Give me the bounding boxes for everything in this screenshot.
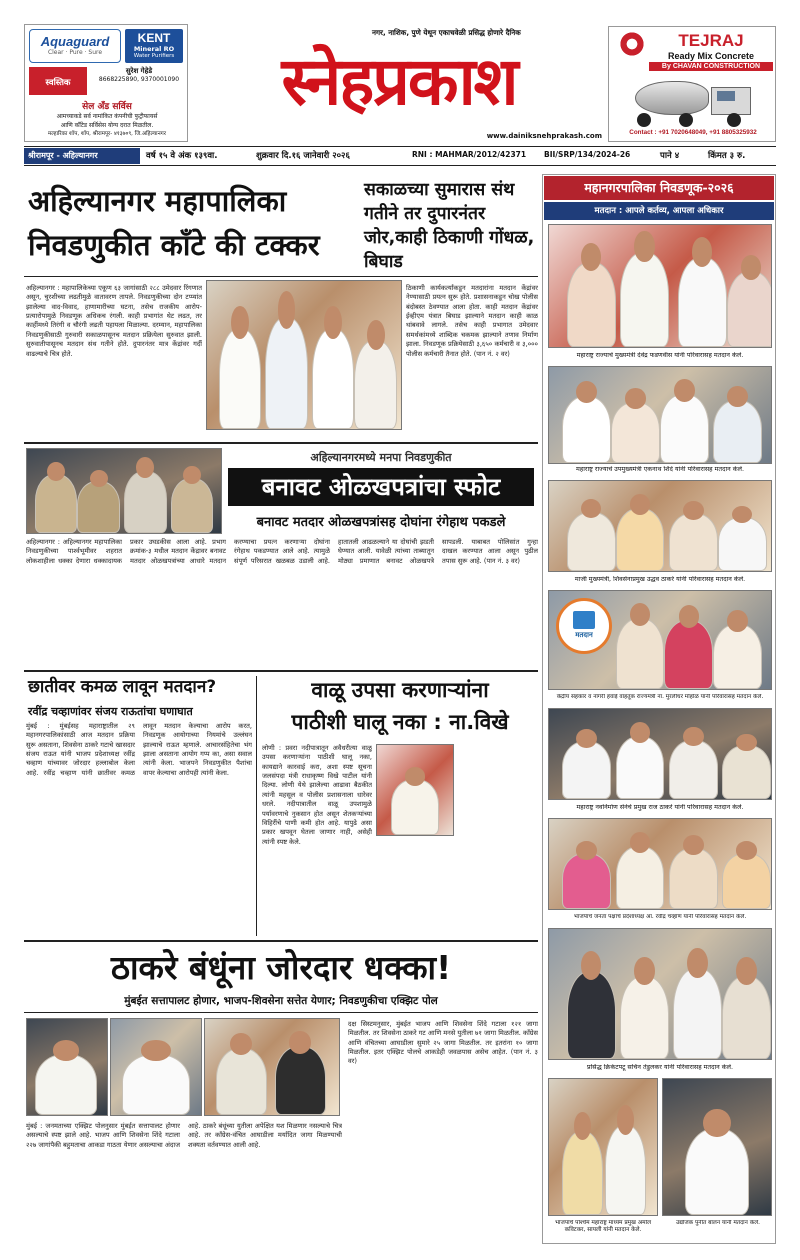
sidebar-caption-7: प्रसिद्ध क्रिकेटपटू सचिन तेंडुलकर यांनी परिवारासह मतदान केले. [587, 1064, 733, 1071]
dateline-pages: पाने ४ [660, 151, 680, 161]
website[interactable]: www.dainiksnehprakash.com [486, 132, 602, 140]
tejraj-contact: Contact : +91 7020648049, +91 8805325932 [629, 129, 757, 136]
sidebar-photo-7 [548, 928, 772, 1060]
tejraj-by: By CHAVAN CONSTRUCTION [649, 62, 773, 71]
sidebar-header[interactable]: महानगरपालिका निवडणूक-२०२६ [544, 176, 774, 200]
sidebar-photo-8 [548, 1078, 658, 1216]
sidebar-photo-2 [548, 366, 772, 464]
ad-contact [91, 67, 187, 83]
raut-headline[interactable]: छातीवर कमळ लावून मतदान? [28, 677, 217, 697]
ad-contact-name: सुरेश गेहेडे [125, 67, 153, 75]
ad-line-3: मल्हारिका शॉप, शॉप, श्रीरामपूर- ४१३७०९, जि.अहिल्यानगर [47, 131, 167, 137]
aquaguard-brand: Aquaguard [40, 34, 110, 49]
fraud-headline: बनावट ओळखपत्रांचा स्फोट [261, 473, 501, 501]
lead-body-left: अहिल्यानगर : महापालिकेच्या एकूण ६३ जागांसाठी २८८ उमेदवार रिंगणात असून, चुरशीच्या लढतीमुळे वातावरण तापले. निवडणुकीच्या दोन टप्प्यांत झालेल्या वाद-विवाद, हाणामारीच्या घटना, तसेच राजकीय आरोप-प्रत्यारोपामुळे निवडणूक अधिकच रंगली. काही प्रभागांत थेट लढत, तर काहींमध्ये तिरंगी व चौरंगी लढती पहायला मिळाल्या. दरम्यान, महापालिका निवडणुकीसाठी गुरुवारी सकाळपासूनच मतदान प्रक्रियेला सुरुवात झाली. सुरुवातीपासूनच मतदान संथ गतीने होते. दुपारनंतर मात्र केंद्रांवर गर्दी वाढल्याचे चित्र होते. [26, 284, 202, 358]
tagline: नगर, नाशिक, पुणे येथून एकाचवेळी प्रसिद्ध होणारे दैनिक [372, 28, 521, 37]
vikhe-body: लोणी : प्रवरा नदीपात्रातून अवैधरीत्या वाळू उपसा करणाऱ्यांना पाठीशी घालू नका, कायद्याने कारवाई करा, अशा स्पष्ट सूचना जलसंपदा मंत्री राधाकृष्ण विखे पाटील यांनी दिल्या. लोणी येथे झालेल्या आढावा बैठकीत त्यांनी महसूल व पोलीस प्रशासनाला धारेवर धरले. नदीपात्रातील वाळू उपशामुळे पर्यावरणाचे नुकसान होत असून शेतकऱ्यांच्या विहिरींचे पाणी कमी होत आहे. यापुढे असा प्रकार खपवून घेतला जाणार नाही, असेही त्यांनी स्पष्ट केले. [262, 744, 372, 846]
photo-thackeray-brothers [204, 1018, 340, 1116]
swastik-brand: स्वस्तिक एन्टरप्रायजेस [38, 78, 78, 118]
kent-tag: Water Purifiers [133, 53, 175, 59]
sidebar-caption-8: भाजपाचे पश्चिम महाराष्ट्र माध्यम प्रमुख अमोल कविटकर, सायली यांनी मतदान केले. [554, 1220, 652, 1233]
fraud-top-rule [24, 442, 538, 444]
tejraj-logo-icon [619, 31, 645, 57]
masthead[interactable]: स्नेहप्रकाश [281, 43, 517, 120]
lead-divider [24, 276, 538, 277]
kent-sub: Mineral RO [133, 45, 175, 53]
thackeray-headline[interactable]: ठाकरे बंधूंना जोरदार धक्का! [110, 948, 452, 987]
fraud-kicker: अहिल्यानगरमध्ये मनपा निवडणुकीत [310, 451, 452, 464]
sidebar-photo-6 [548, 818, 772, 910]
raut-body: मुंबई : मुंबईसह महाराष्ट्रातील २९ महानगरपालिकांसाठी आज मतदान प्रक्रिया सुरू असताना, शिवसेना ठाकरे गटाचे खासदार संजय राऊत यांनी भाजप प्रदेशाध्यक्ष रवींद्र चव्हाण यांच्यावर जोरदार हल्लाबोल केला आहे. रवींद्र चव्हाण यांनी छातीवर कमळ लावून मतदान केल्याचा आरोप करत, निवडणूक आयोगाच्या नियमांचे उल्लंघन झाल्याचे राऊत म्हणाले. आचारसंहितेचा भंग झाला असताना आयोग गप्प का, असा सवाल त्यांनी केला. भाजपने निवडणुकीत पैशांचा वापर केल्याचा आरोपही त्यांनी केला. [26, 722, 252, 777]
fraud-headline-box[interactable] [228, 468, 534, 506]
vikhe-headline-2[interactable]: पाठीशी घालू नका : ना.विखे [291, 710, 509, 734]
right-advertisement[interactable] [608, 26, 776, 142]
lead-body-right: ठिकाणी कार्यकर्त्यांकडून मतदारांना मतदान केंद्रांवर नेण्यासाठी प्रयत्न सुरू होते. प्रशासनाकडून चोख पोलीस बंदोबस्त ठेवण्यात आला होता. काही मतदान केंद्रांवर ईव्हीएम यंत्रात बिघाड झाल्याने मतदान काही काळ थांबवावे लागले. तसेच काही प्रभागात उमेदवार समर्थकांमध्ये शाब्दिक चकमक झाल्याने तणाव निर्माण झाला. निवडणूक प्रक्रियेसाठी ३,६५० कर्मचारी व ३,००० पोलीस कर्मचारी तैनात होते. (पान नं. २ वर) [406, 284, 538, 358]
fraud-subhead: बनावट मतदार ओळखपत्रांसह दोघांना रंगेहाथ पकडले [256, 515, 506, 530]
thackeray-body-left: मुंबई : जनमताच्या एक्झिट पोलनुसार मुंबईत सत्तापालट होणार असल्याचे स्पष्ट झाले आहे. भाजप आणि शिवसेना शिंदे गटाला २२७ जागांपैकी बहुमताचा आकडा गाठता येणार असल्याचा अंदाज आहे. ठाकरे बंधूंच्या युतीला अपेक्षित यश मिळणार नसल्याचे चित्र आहे. तर काँग्रेस-वंचित आघाडीला मर्यादित जागा मिळण्याची शक्यता वर्तवण्यात आली आहे. [26, 1122, 342, 1149]
kent-logo [125, 29, 183, 63]
aquaguard-logo [29, 29, 121, 63]
ad-contact-phones: 8668225890, 9370001090 [98, 75, 180, 83]
sidebar-subheader: मतदान : आपले कर्तव्य, आपला अधिकार [544, 202, 774, 220]
photo-fadnavis [26, 1018, 108, 1116]
sidebar-photo-9 [662, 1078, 772, 1216]
tejraj-brand: TEJRAJ [678, 31, 744, 50]
left-advertisement[interactable] [24, 24, 188, 142]
photo-shinde [110, 1018, 202, 1116]
sidebar-caption-4: केंद्रीय सहकार व नागरी हवाई वाहतूक राज्यमंत्री ना. मुरलीधर मोहोळ यांनी परिवारासह मतदान केले. [556, 694, 764, 700]
dateline-date: शुक्रवार दि.१६ जानेवारी २०२६ [256, 151, 350, 161]
dateline-rni: RNI : MAHMAR/2012/42371 [412, 150, 527, 159]
ballot-icon [556, 598, 612, 654]
raut-subhead: रवींद्र चव्हाणांवर संजय राऊतांचा घणाघात [28, 705, 193, 718]
fraud-photo-police [26, 448, 222, 534]
raut-top-rule [24, 670, 538, 672]
thackeray-body-right: दक्ष सिस्टमनुसार, मुंबईत भाजप आणि शिवसेना शिंदे गटाला १२१ जागा मिळतील. तर शिवसेना ठाकरे गट आणि मनसे युतीला ७१ जागा मिळतील. काँग्रेस आणि वंचितच्या आघाडीला सुमारे २५ जागा मिळतील. तर इतरांना १० जागा मिळतील. इतर एक्झिट पोलचे आकडेही जवळपास असेच आहेत. (पान नं. ३ वर) [348, 1020, 538, 1066]
dateline-postal: BII/SRP/134/2024-26 [544, 150, 631, 159]
sidebar-photo-1 [548, 224, 772, 348]
sidebar-caption-1: महाराष्ट्र राज्याचे मुख्यमंत्री देवेंद्र फडणवीस यांनी परिवारासह मतदान केले. [576, 352, 744, 359]
sidebar-caption-6: भाजपाचे जनता पक्षाचे प्रदेशाध्यक्ष आ. रवींद्र चव्हाण यांनी परिवारासह मतदान केले. [573, 914, 747, 920]
ad-service-label: सेल अँड सर्विस [82, 102, 132, 112]
ad-line-1: आमच्याकडे सर्व नामांकित कंपनीची फुट्रीफायर्स [56, 113, 158, 120]
vikhe-headline-1[interactable]: वाळू उपसा करणाऱ्यांना [311, 678, 489, 702]
sidebar-caption-3: माजी मुख्यमंत्री, शिवसेनाप्रमुख उद्धव ठाकरे यांनी परिवारासह मतदान केले. [574, 576, 746, 583]
sidebar-caption-5: महाराष्ट्र नवनिर्माण सेनेचे प्रमुख राज ठाकरे यांनी परिवारासह मतदान केले. [576, 804, 744, 811]
vikhe-portrait [376, 744, 454, 836]
ballot-icon-label: मतदान [575, 631, 593, 639]
dateline-price: किंमत ३ रु. [708, 151, 746, 161]
tejraj-title: Ready Mix Concrete [667, 51, 755, 61]
lead-photo-candidates [206, 280, 402, 430]
aquaguard-tagline: Clear · Pure · Sure [47, 49, 103, 56]
thackeray-sub-rule [24, 1012, 538, 1013]
raut-vikhe-divider [256, 676, 257, 936]
ad-line-2: आणि कॉँटेड सर्विसेस योग्य दरात मिळतील. [60, 122, 154, 129]
vikhe-body-continued [458, 744, 538, 936]
sidebar-caption-2: महाराष्ट्र राज्याचे उपमुख्यमंत्री एकनाथ शिंदे यांनी परिवारासह मतदान केले. [576, 466, 744, 473]
fraud-body: अहिल्यानगर : अहिल्यानगर महापालिका निवडणुकीच्या पार्श्वभूमीवर शहरात लोकशाहीला धक्का देणारा धक्कादायक प्रकार उघडकीस आला आहे. प्रभाग क्रमांक-३ मधील मतदान केंद्रावर बनावट मतदार ओळखपत्रांच्या आधारे मतदान करण्याचा प्रयत्न करणाऱ्या दोघांना रंगेहाथ पकडण्यात आले आहे. त्यामुळे संपूर्ण परिसरात खळबळ उडाली आहे. हातातली आढळल्याने या दोघांची झडती घेण्यात आली. यावेळी त्यांच्या ताब्यातून मोठ्या प्रमाणात बनावट ओळखपत्रे सापडली. याबाबत पोलिसांत गुन्हा दाखल करण्यात आला असून पुढील तपास सुरू आहे. (पान नं. ३ वर) [26, 538, 538, 565]
lead-headline-1[interactable]: अहिल्यानगर महापालिका [28, 184, 287, 218]
swastik-logo [29, 67, 87, 118]
lead-side-headline[interactable]: सकाळच्या सुमारास संथ गतीने तर दुपारनंतर जोर,काही ठिकाणी गोंधळ, बिघाड [364, 180, 535, 272]
sidebar-photo-5 [548, 708, 772, 800]
dateline-place: श्रीरामपूर - अहिल्यानगर [24, 148, 140, 164]
kent-brand: KENT [137, 31, 171, 45]
sidebar-caption-9: उद्योजक पुनीत बालन यांनी मतदान केले. [676, 1220, 760, 1226]
sidebar-photo-3 [548, 480, 772, 572]
concrete-truck-illustration [627, 77, 759, 125]
thackeray-subhead: मुंबईत सत्तापालट होणार, भाजप-शिवसेना सत्तेत येणार; निवडणुकीचा एक्झिट पोल [124, 995, 438, 1007]
thackeray-top-rule [24, 940, 538, 942]
lead-headline-2[interactable]: निवडणुकीत काँटे की टक्कर [28, 228, 320, 262]
dateline-year: वर्ष १५ वे अंक १३९वा. [146, 151, 218, 161]
